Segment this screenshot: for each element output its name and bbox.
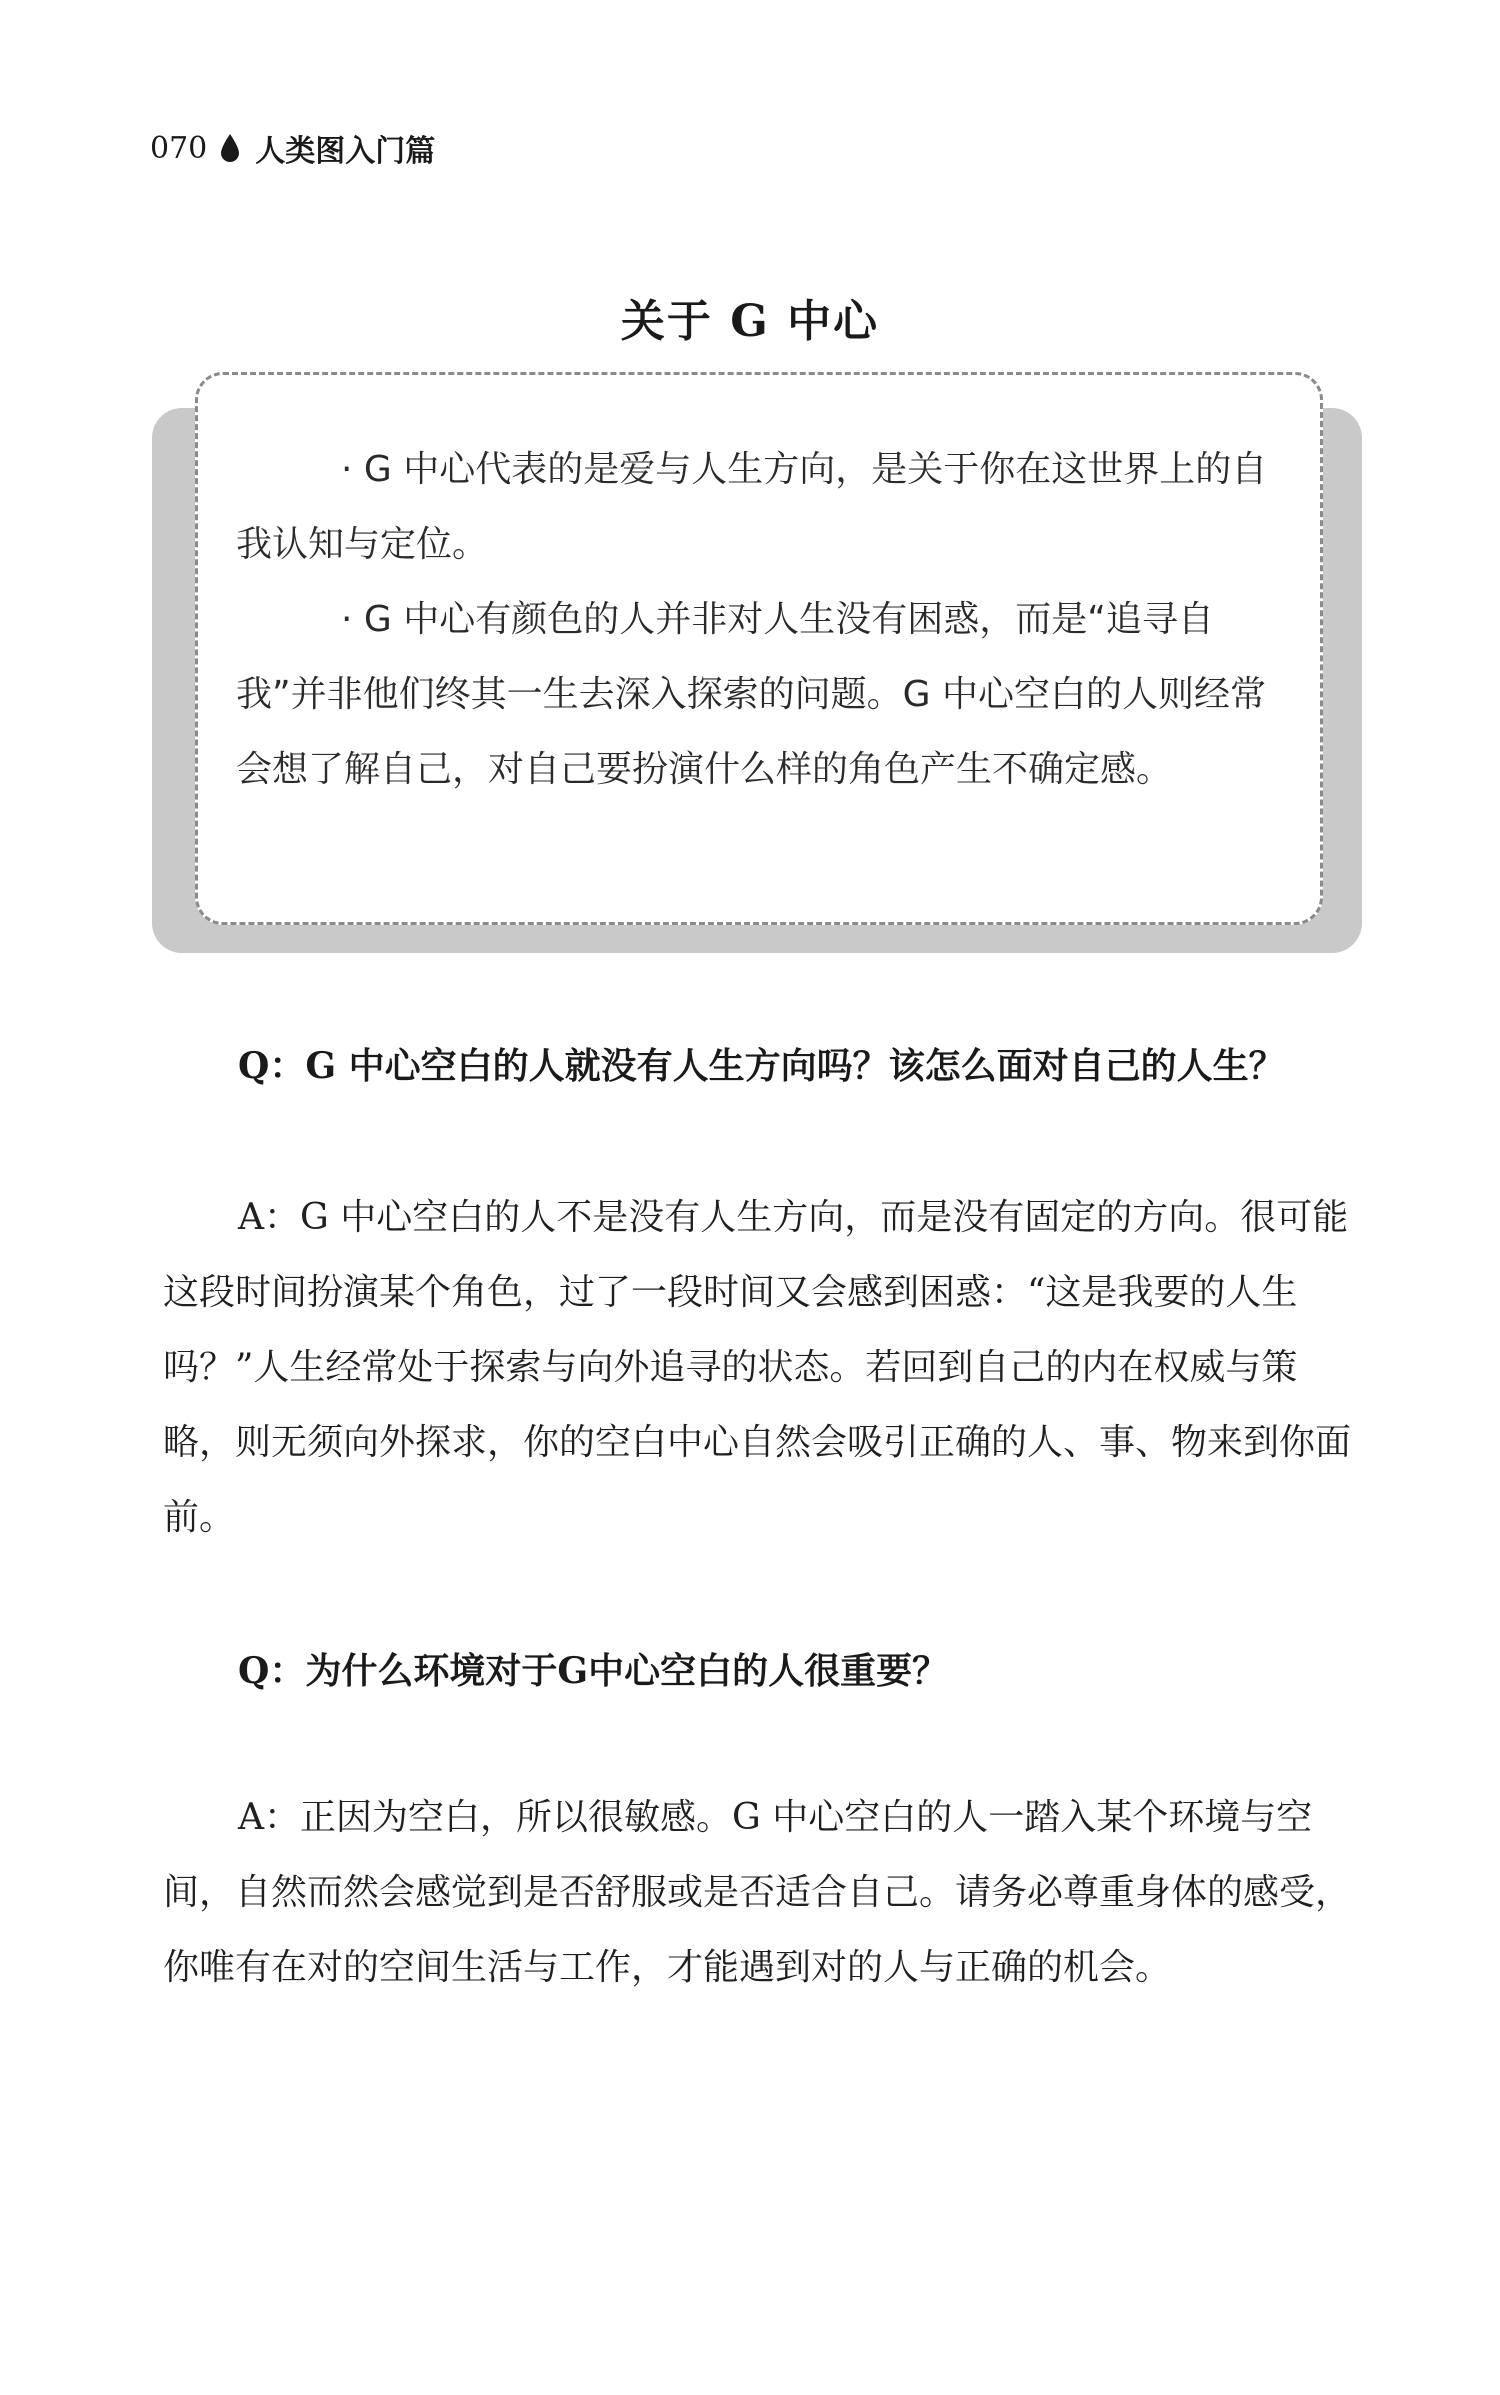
- question-2: Q：为什么环境对于G中心空白的人很重要？: [238, 1650, 949, 1692]
- running-header: [150, 120, 435, 176]
- callout-text: [236, 432, 1286, 807]
- callout-paragraph: · G 中心有颜色的人并非对人生没有困惑，而是“追寻自我”并非他们终其一生去深入探索的问题。G 中心空白的人则经常会想了解自己，对自己要扮演什么样的角色产生不确定感。: [236, 599, 1266, 790]
- drop-icon: [219, 133, 241, 163]
- answer-1: A：G 中心空白的人不是没有人生方向，而是没有固定的方向。很可能这段时间扮演某个角色，过了一段时间又会感到困惑：“这是我要的人生吗？”人生经常处于探索与向外追寻的状态。若回到自己的内在权威与策略，则无须向外探求，你的空白中心自然会吸引正确的人、事、物来到你面前。: [163, 1197, 1352, 1538]
- question-1: Q：G 中心空白的人就没有人生方向吗？该怎么面对自己的人生？: [238, 1045, 1285, 1087]
- answer-2: A：正因为空白，所以很敏感。G 中心空白的人一踏入某个环境与空间，自然而然会感觉到是否舒服或是否适合自己。请务必尊重身体的感受，你唯有在对的空间生活与工作，才能遇到对的人与正确的机会。: [163, 1797, 1352, 1988]
- callout-paragraph: · G 中心代表的是爱与人生方向，是关于你在这世界上的自我认知与定位。: [236, 449, 1268, 565]
- page-number: 070: [150, 130, 208, 166]
- book-title: 人类图入门篇: [255, 134, 436, 169]
- section-title: 关于 G 中心: [620, 296, 880, 347]
